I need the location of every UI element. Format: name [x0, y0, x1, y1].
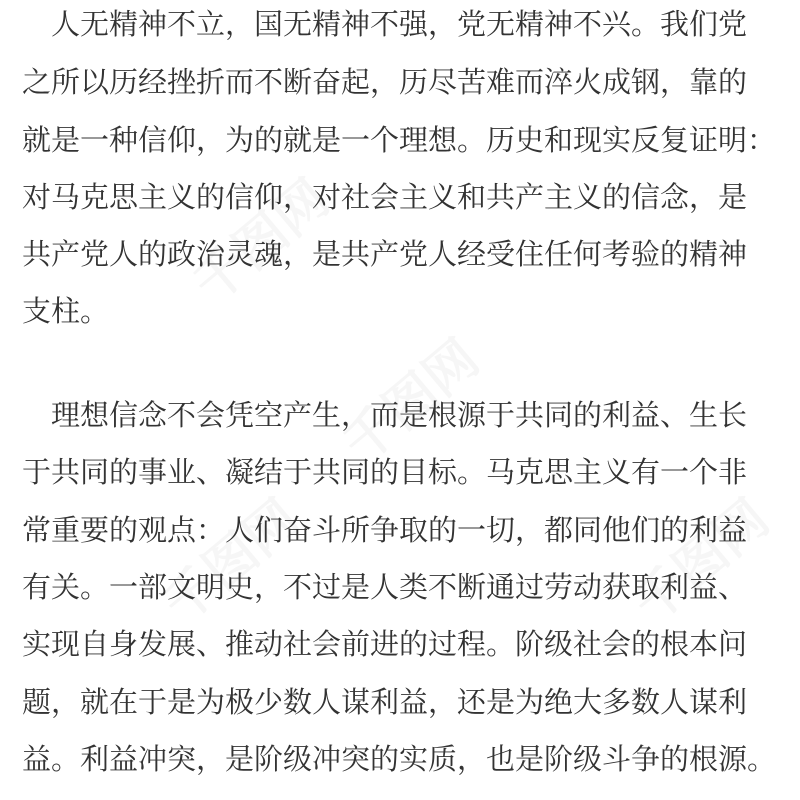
watermark — [614, 479, 782, 637]
text-line: 之所以历经挫折而不断奋起，历尽苦难而淬火成钢，靠的 — [22, 65, 748, 99]
text-line: 益。利益冲突，是阶级冲突的实质，也是阶级斗争的根源。 — [22, 742, 777, 776]
text-line: 常重要的观点：人们奋斗所争取的一切，都同他们的利益 — [22, 513, 748, 547]
text-line: 于共同的事业、凝结于共同的目标。马克思主义有一个非 — [22, 455, 748, 489]
text-line: 有关。一部文明史，不过是人类不断通过劳动获取利益、 — [22, 570, 748, 604]
watermark — [144, 479, 312, 637]
text-line: 实现自身发展、推动社会前进的过程。阶级社会的根本问 — [22, 627, 748, 661]
text-line: 理想信念不会凭空产生，而是根源于共同的利益、生长 — [22, 398, 748, 432]
text-line: 题，就在于是为极少数人谋利益，还是为绝大多数人谋利 — [22, 685, 748, 719]
text-line: 对马克思主义的信仰，对社会主义和共产主义的信念，是 — [22, 180, 748, 214]
text-line: 共产党人的政治灵魂，是共产党人经受住任何考验的精神 — [22, 237, 748, 271]
text-line: 支柱。 — [22, 294, 110, 328]
text-line: 人无精神不立，国无精神不强，党无精神不兴。我们党 — [22, 7, 748, 41]
text-line: 就是一种信仰，为的就是一个理想。历史和现实反复证明： — [22, 123, 777, 157]
